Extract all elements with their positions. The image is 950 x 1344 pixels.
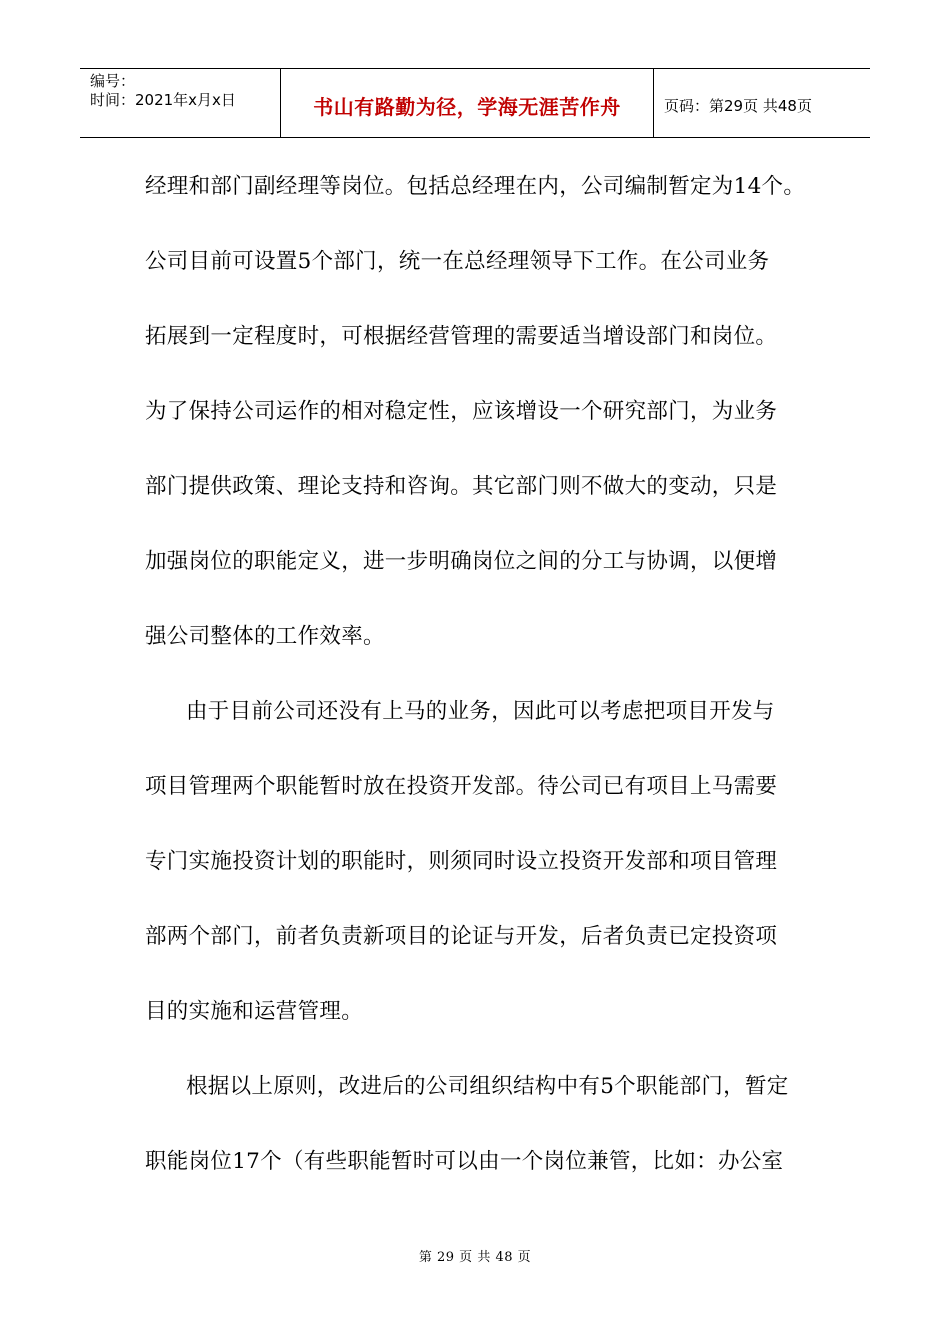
body-text-line: 职能岗位17个（有些职能暂时可以由一个岗位兼管，比如：办公室 bbox=[145, 1149, 784, 1174]
body-text-line: 部两个部门，前者负责新项目的论证与开发，后者负责已定投资项 bbox=[145, 924, 778, 949]
body-text-line: 经理和部门副经理等岗位。包括总经理在内，公司编制暂定为14个。 bbox=[145, 174, 806, 199]
document-body bbox=[145, 166, 810, 1216]
document-number-label: 编号： bbox=[90, 72, 136, 90]
page-footer bbox=[0, 1246, 950, 1265]
header-meta-cell bbox=[80, 69, 281, 137]
header-motto: 书山有路勤为径，学海无涯苦作舟 bbox=[313, 94, 621, 119]
body-text-line: 由于目前公司还没有上马的业务，因此可以考虑把项目开发与 bbox=[186, 699, 775, 724]
page-header bbox=[80, 68, 870, 138]
body-text-line: 目的实施和运营管理。 bbox=[145, 999, 364, 1024]
body-text-line: 公司目前可设置5个部门，统一在总经理领导下工作。在公司业务 bbox=[145, 249, 770, 274]
document-time-label: 时间：2021年x月x日 bbox=[90, 91, 236, 109]
body-text-line: 加强岗位的职能定义，进一步明确岗位之间的分工与协调，以便增 bbox=[145, 549, 778, 574]
header-motto-cell bbox=[281, 69, 654, 137]
footer-page-number: 第 29 页 共 48 页 bbox=[418, 1250, 532, 1265]
body-text-line: 根据以上原则，改进后的公司组织结构中有5个职能部门，暂定 bbox=[186, 1074, 789, 1099]
body-text-line: 拓展到一定程度时，可根据经营管理的需要适当增设部门和岗位。 bbox=[145, 324, 778, 349]
body-text-line: 专门实施投资计划的职能时，则须同时设立投资开发部和项目管理 bbox=[145, 849, 778, 874]
header-page-cell bbox=[654, 69, 870, 137]
body-text-line: 项目管理两个职能暂时放在投资开发部。待公司已有项目上马需要 bbox=[145, 774, 778, 799]
body-text-line: 为了保持公司运作的相对稳定性，应该增设一个研究部门，为业务 bbox=[145, 399, 778, 424]
header-page-label: 页码：第29页 共48页 bbox=[664, 96, 812, 115]
body-text-line: 强公司整体的工作效率。 bbox=[145, 624, 385, 649]
body-text-line: 部门提供政策、理论支持和咨询。其它部门则不做大的变动，只是 bbox=[145, 474, 778, 499]
